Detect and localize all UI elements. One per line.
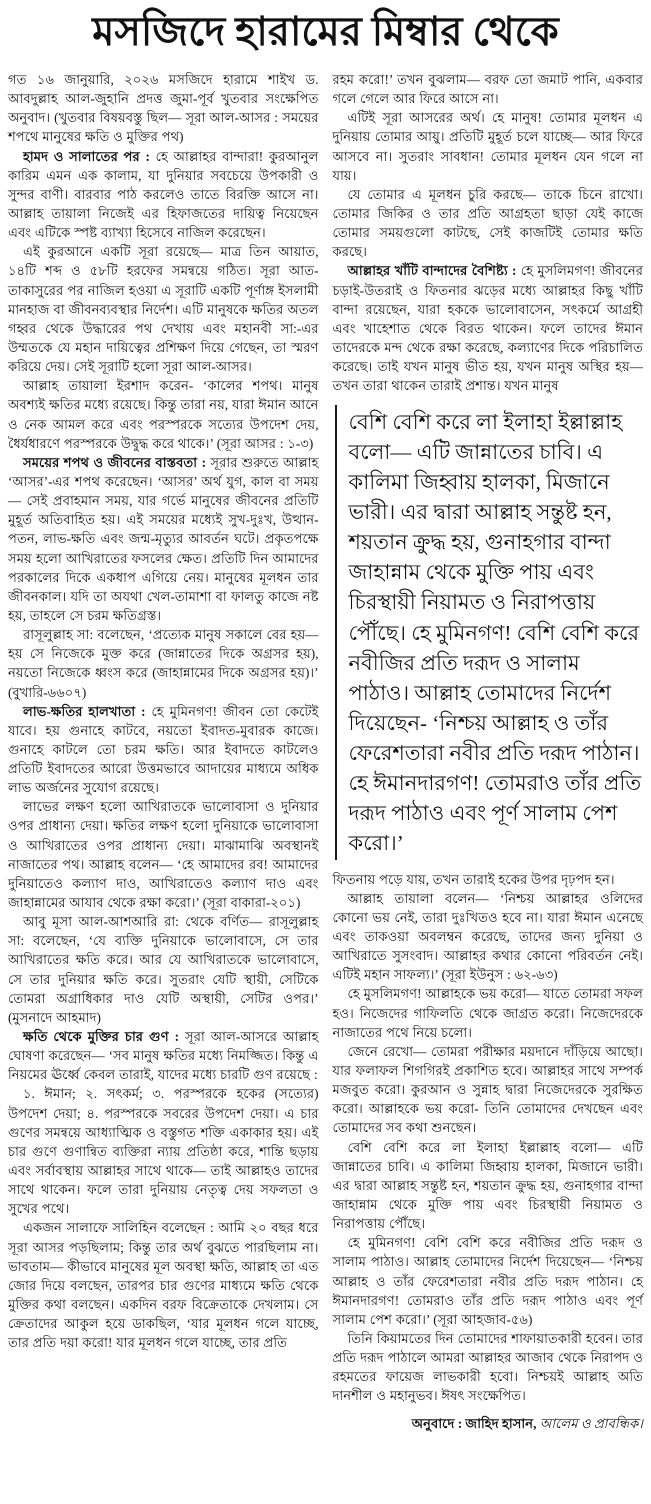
paragraph-text: হে মুমিনগণ! বেশি বেশি করে নবীজির প্রতি দরূদ ও সালাম পাঠাও। আল্লাহ তোমাদের নির্দেশ দিয়েছেন— ‘নিশ্চয় আল্লাহ ও তাঁর ফেরেশতারা নবীর প্রতি দরূদ পাঠান। হে ঈমানদারগণ! তোমরাও তাঁর প্রতি দরূদ পাঠাও এবং পূর্ণ সালাম পেশ করো।’ (সূরা আহজাব-৫৬) (332, 1235, 643, 1327)
byline-label: অনুবাদে : (411, 1415, 463, 1431)
paragraph-text: হে মুসলিমগণ! আল্লাহকে ভয় করো— যাতে তোমরা সফল হও। নিজেদের গাফিলতি থেকে জাগ্রত করো। নিজেদেরকে নাজাতের পথে নিয়ে চলো। (332, 986, 644, 1040)
paragraph-text: বেশি বেশি করে লা ইলাহা ইল্লাল্লাহ বলো— এটি জান্নাতের চাবি। এ কালিমা জিহ্বায় হালকা, মিজানে ভারী। এর দ্বারা আল্লাহ সন্তুষ্ট হন, শয়তান ক্রুদ্ধ হয়, গুনাহগার বান্দা জাহান্নাম থেকে মুক্তি পায় এবং চিরস্থায়ী নিয়ামত ও নিরাপত্তায় পৌঁছে। (332, 1139, 643, 1232)
article-headline: মসজিদে হারামের মিম্বার থেকে (92, 9, 559, 54)
paragraph-text: জেনে রেখো— তোমরা পরীক্ষার ময়দানে দাঁড়িয়ে আছো। যার ফলাফল শিগগিরই প্রকাশিত হবে। আল্লাহর সাথে সম্পর্ক মজবুত করো। কুরআন ও সুন্নাহ দ্বারা নিজেদেরকে সুরক্ষিত করো। আল্লাহকে ভয় করো- তিনি তোমাদের দেখছেন এবং তোমাদের সব কথা শুনছেন। (332, 1043, 643, 1136)
paragraph-text: এটিই সূরা আসরের অর্থ। হে মানুষ! তোমার মূলধন এ দুনিয়ায় তোমার আয়ু। প্রতিটি মুহূর্ত চলে যাচ্ছে— আর ফিরে আসবে না। সুতরাং সাবধান! তোমার মূলধন যেন গলে না যায়। (332, 110, 643, 183)
paragraph (8, 1218, 319, 1352)
paragraph (8, 242, 319, 376)
paragraph (8, 1084, 319, 1218)
paragraph-text: গত ১৬ জানুয়ারি, ২০২৬ মসজিদে হারামে শাইখ ড. আবদুল্লাহ আল-জুহানি প্রদত্ত জুমা-পূর্ব খুতবার সংক্ষেপিত অনুবাদ। (খুতবার বিষয়বস্তু ছিল— সূরা আল-আসর : সময়ের শপথে মানুষের ক্ষতি ও মুক্তির পথ) (8, 72, 319, 145)
paragraph-text: হে আল্লাহর বান্দারা! কুরআনুল কারিম এমন এক কালাম, যা দুনিয়ার সবচেয়ে উপকারী ও সুন্দর বাণী। বারবার পাঠ করলেও তাতে বিরক্তি আসে না। আল্লাহ তায়ালা নিজেই এর হিফাজতের দায়িত্ব নিয়েছেন এবং এটিকে স্পষ্ট ব্যাখ্যা হিসেবে নাজিল করেছেন। (8, 148, 319, 241)
article-columns (0, 70, 651, 1449)
section-lead: হামদ ও সালাতের পর : (23, 148, 150, 164)
paragraph (8, 70, 319, 147)
paragraph (333, 1329, 644, 1406)
article-column-left (8, 70, 319, 1352)
paragraph (333, 1138, 644, 1234)
paragraph (8, 1027, 319, 1084)
paragraph-text: আল্লাহ তায়ালা ইরশাদ করেন- ‘কালের শপথ। মানুষ অবশ্যই ক্ষতির মধ্যে রয়েছে। কিন্তু তারা নয়, যারা ঈমান আনে ও নেক আমল করে এবং পরস্পরকে সত্যের উপদেশ দেয়, ধৈর্যধারণে পরস্পরকে উদ্বুদ্ধ করে থাকে।’ (সূরা আসর : ১-৩) (8, 378, 319, 451)
paragraph-text: এই কুরআনে একটি সূরা রয়েছে— মাত্র তিন আয়াত, ১৪টি শব্দ ও ৫৮টি হরফের সমন্বয়ে গঠিত। সূরা আত-তাকাসুরের পর নাজিল হওয়া এ সূরাটি একটি পূর্ণাঙ্গ ইসলামী মানহাজ বা জীবনব্যবস্থার নির্দেশ। এটি মানুষকে ক্ষতির অতল গহ্বর থেকে উদ্ধারের পথ দেখায় এবং মহানবী সা:-এর উম্মতকে যে মহান দায়িত্বের প্রশিক্ষণ দিয়ে গেছেন, তা স্মরণ করিয়ে দেয়। সেই সূরাটি হলো সূরা আল-আসর। (8, 244, 319, 375)
paragraph (333, 185, 644, 262)
paragraph (8, 912, 319, 1027)
paragraph-text: লাভের লক্ষণ হলো আখিরাতকে ভালোবাসা ও দুনিয়ার ওপর প্রাধান্য দেয়া। ক্ষতির লক্ষণ হলো দুনিয়াকে ভালোবাসা ও আখিরাতের ওপর প্রাধান্য দেয়া। মাঝামাঝি অবস্থানই নাজাতের পথ। আল্লাহ বলেন— ‘হে আমাদের রব! আমাদের দুনিয়াতেও কল্যাণ দাও, আখিরাতেও কল্যাণ দাও এবং জাহান্নামের আযাব থেকে রক্ষা করো।’ (সূরা বাকারা-২০১) (8, 799, 319, 911)
paragraph-text: ১. ঈমান; ২. সৎকর্ম; ৩. পরস্পরকে হকের (সত্যের) উপদেশ দেয়া; ৪. পরস্পরকে সবরের উপদেশ দেয়া। এ চার গুণের সমন্বয়ে আধ্যাত্মিক ও বস্তুগত শক্তি একাকার হয়। এই চার গুণে গুণান্বিত ব্যক্তিরা ন্যায় প্রতিষ্ঠা করে, শান্তি ছড়ায় এবং সর্বাবস্থায় আল্লাহর সাথে থাকে— তাই আল্লাহও তাদের সাথে থাকেন। ফলে তারা দুনিয়ায় নেতৃত্ব দেয় সফলতা ও সুখের পথে। (8, 1086, 319, 1217)
paragraph-text: তিনি কিয়ামতের দিন তোমাদের শাফায়াতকারী হবেন। তার প্রতি দরূদ পাঠালে আমরা আল্লাহর আজাব থেকে নিরাপদ ও রহমতের ফায়েজ লাভকারী হবো। নিশ্চয়ই আল্লাহ অতি দানশীল ও মহানুভব। ঈষৎ সংক্ষেপিত। (332, 1331, 643, 1404)
section-lead: লাভ-ক্ষতির হালখাতা : (23, 703, 146, 719)
paragraph (8, 702, 319, 798)
paragraph-text: ফিতনায় পড়ে যায়, তখন তারাই হকের উপর দৃঢ়পদ হন। (332, 871, 615, 887)
paragraph-text: রাসূলুল্লাহ সা: বলেছেন, ‘প্রত্যেক মানুষ সকালে বের হয়— হয় সে নিজেকে মুক্ত করে (জান্নাতের দিকে অগ্রসর হয়), নয়তো নিজেকে ধ্বংস করে (জাহান্নামের দিকে অগ্রসর হয়)।’ (বুখারি-৬৬০৭) (8, 627, 319, 700)
paragraph (8, 147, 319, 243)
paragraph (333, 1042, 644, 1138)
paragraph-text: একজন সালাফে সালিহিন বলেছেন : আমি ২০ বছর ধরে সূরা আসর পড়ছিলাম; কিন্তু তার অর্থ বুঝতে পারছিলাম না। ভাবতাম— কীভাবে মানুষের মূল অবস্থা ক্ষতি, আল্লাহ তা এত জোর দিয়ে বলছেন, তারপর চার গুণের মাধ্যমে ক্ষতি থেকে মুক্তির কথা বলছেন। একদিন বরফ বিক্রেতাকে দেখলাম। সে ক্রেতাদের আকুল হয়ে ডাকছিল, ‘যার মূলধন গলে যাচ্ছে, তার প্রতি দয়া করো! যার মূলধন গলে যাচ্ছে, তার প্রতি (8, 1220, 319, 1351)
byline (333, 1414, 644, 1436)
section-lead: আল্লাহর খাঁটি বান্দাদের বৈশিষ্ট্য : (347, 263, 517, 279)
paragraph-text: হে মুসলিমগণ! জীবনের চড়াই-উতরাই ও ফিতনার ঝড়ের মধ্যে আল্লাহর কিছু খাঁটি বান্দা রয়েছেন, যারা হককে ভালোবাসেন, সৎকর্মে আগ্রহী এবং খাহেশাত থেকে বিরত থাকেন। ফলে তাদের ঈমান তাদেরকে মন্দ থেকে রক্ষা করেছে, কল্যাণের দিকে পরিচালিত করেছে। তাই যখন মানুষ ভীত হয়, যখন মানুষ অস্থির হয়— তখন তারা থাকেন তারাই প্রশান্ত। যখন মানুষ (332, 263, 643, 394)
paragraph (333, 984, 644, 1041)
paragraph-text: সূরার শুরুতে আল্লাহ ‘আসর’-এর শপথ করেছেন। ‘আসর’ অর্থ যুগ, কাল বা সময়— সেই প্রবাহমান সময়, যার গর্ভে মানুষের জীবনের প্রতিটি মুহূর্ত অতিবাহিত হয়। এই সময়ের মধ্যেই সুখ-দুঃখ, উত্থান-পতন, লাভ-ক্ষতি এবং জন্ম-মৃত্যুর আবর্তন ঘটে। প্রকৃতপক্ষে সময় হলো আখিরাতের ফসলের ক্ষেত। প্রতিটি দিন আমাদের পরকালের দিকে একধাপ এগিয়ে নেয়। মানুষের মূলধন তার জীবনকাল। যদি তা অযথা খেল-তামাশা বা ফালতু কাজে নষ্ট হয়, তাহলে সে চরম ক্ষতিগ্রস্ত। (8, 454, 319, 623)
section-lead: ক্ষতি থেকে মুক্তির চার গুণ : (23, 1029, 180, 1045)
paragraph (333, 889, 644, 985)
paragraph-text: রহম করো!’ তখন বুঝলাম— বরফ তো জমাট পানি, একবার গলে গেলে আর ফিরে আসে না। (332, 72, 643, 107)
paragraph-text: সূরা আল-আসরে আল্লাহ ঘোষণা করেছেন— ‘সব মানুষ ক্ষতির মধ্যে নিমজ্জিত। কিন্তু এ নিয়মের ঊর্ধ্বে কেবল তারাই, যাদের মধ্যে চারটি গুণ রয়েছে : (8, 1029, 319, 1083)
article-page (0, 8, 651, 1449)
paragraph (8, 625, 319, 702)
paragraph-text: যে তোমার এ মূলধন চুরি করছে— তাকে চিনে রাখো। তোমার জিকির ও তার প্রতি আগ্রহতা ছাড়া যেই কাজে তোমার সময়গুলো কাটছে, সেই কাজটিই তোমার ক্ষতি করছে। (332, 186, 643, 260)
pull-quote: বেশি বেশি করে লা ইলাহা ইল্লাল্লাহ বলো— এটি জান্নাতের চাবি। এ কালিমা জিহ্বায় হালকা, মিজানে ভারী। এর দ্বারা আল্লাহ সন্তুষ্ট হন, শয়তান ক্রুদ্ধ হয়, গুনাহগার বান্দা জাহান্নাম থেকে মুক্তি পায় এবং চিরস্থায়ী নিয়ামত ও নিরাপত্তায় পৌঁছে। হে মুমিনগণ! বেশি বেশি করে নবীজির প্রতি দরূদ ও সালাম পাঠাও। আল্লাহ তোমাদের নির্দেশ দিয়েছেন- ‘নিশ্চয় আল্লাহ ও তাঁর ফেরেশতারা নবীর প্রতি দরূদ পাঠান। হে ঈমানদারগণ! তোমরাও তাঁর প্রতি দরূদ পাঠাও এবং পূর্ণ সালাম পেশ করো।’ (335, 405, 644, 859)
section-lead: সময়ের শপথ ও জীবনের বাস্তবতা : (23, 454, 206, 470)
byline-role: আলেম ও প্রাবন্ধিক। (539, 1415, 643, 1431)
paragraph (8, 376, 319, 453)
byline-name: জাহিদ হাসান, (465, 1415, 537, 1431)
paragraph (8, 453, 319, 625)
paragraph (333, 870, 644, 889)
paragraph (333, 70, 644, 108)
paragraph (333, 261, 644, 395)
paragraph (8, 797, 319, 912)
paragraph (333, 108, 644, 185)
paragraph-text: হে মুমিনগণ! জীবন তো কেটেই যাবে। হয় গুনাহে কাটবে, নয়তো ইবাদত-মুবারক কাজে। গুনাহে কাটলে তো চরম ক্ষতি। আর ইবাদতে কাটলেও প্রতিটি ইবাদতের আরো উত্তমভাবে আদায়ের মাধ্যমে অধিক লাভ অর্জনের সুযোগ রয়েছে। (8, 703, 319, 796)
paragraph-text: আল্লাহ তায়ালা বলেন— ‘নিশ্চয় আল্লাহর ওলিদের কোনো ভয় নেই, তারা দুঃখিতও হবে না। যারা ঈমান এনেছে এবং তাকওয়া অবলম্বন করেছে, তাদের জন্য দুনিয়া ও আখিরাতে সুসংবাদ। আল্লাহর কথার কোনো পরিবর্তন নেই। এটিই মহান সাফল্য।’ (সূরা ইউনুস : ৬২-৬৩) (332, 890, 643, 983)
article-column-right (333, 70, 644, 1449)
paragraph (333, 1233, 644, 1329)
paragraph-text: আবু মূসা আল-আশআরি রা: থেকে বর্ণিত— রাসূলুল্লাহ সা: বলেছেন, ‘যে ব্যক্তি দুনিয়াকে ভালোবাসে, সে তার আখিরাতের ক্ষতি করে। আর যে আখিরাতকে ভালোবাসে, সে তার দুনিয়ার ক্ষতি করে। সুতরাং যেটি স্থায়ী, সেটিকে তোমরা অগ্রাধিকার দাও যেটি অস্থায়ী, সেটির ওপর।’ (মুসনাদে আহমাদ) (8, 914, 319, 1025)
